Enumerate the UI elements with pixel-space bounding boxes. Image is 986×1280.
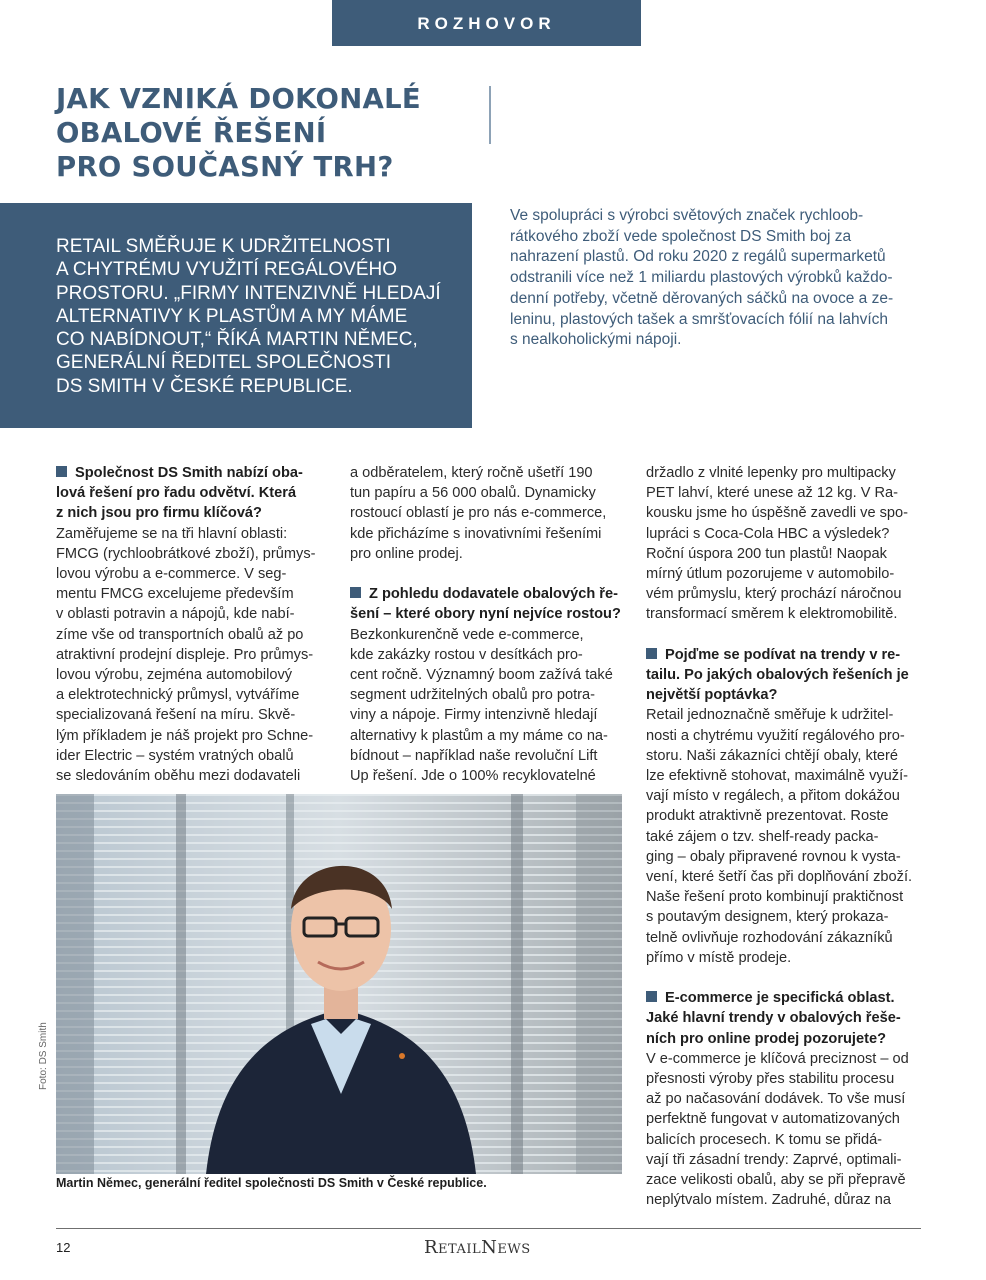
answer-line [56,564,331,584]
answer-line [646,907,921,927]
page-number: 12 [56,1240,71,1255]
line-text: šení – které obory nyní nejvíce rostou? [350,606,621,623]
photo-credit: Foto: DS Smith [38,1022,49,1090]
answer-line [56,625,331,645]
line-text: telně ovlivňuje rozhodování zákazníků [646,929,893,946]
line-text: a odběratelem, který ročně ušetří 190 [350,465,593,481]
photo-caption: Martin Němec, generální ředitel společnosti DS Smith v České republice. [56,1176,487,1190]
answer-line [646,544,921,564]
question-line [56,483,331,503]
line-text: kde přicházíme s inovativními řešeními [350,525,602,542]
magazine-logo: RetailNews [424,1237,531,1258]
answer-line [646,726,921,746]
headline-line: JAK VZNIKÁ DOKONALÉ [56,83,421,115]
line-text: rostoucí oblastí je pro nás e-commerce, [350,505,607,522]
line-text: balicích procesech. K tomu se přidá- [646,1131,883,1148]
headline-line: PRO SOUČASNÝ TRH? [56,151,394,183]
question-line [646,988,921,1008]
answer-line [56,544,331,564]
line-text: tailu. Po jakých obalových řešeních je [646,667,909,684]
lead-line: DS SMITH V ČESKÉ REPUBLICE. [56,375,353,397]
question-line [646,1008,921,1028]
line-text: Zaměřujeme se na tři hlavní oblasti: [56,525,288,542]
answer-line [350,544,625,564]
answer-line [56,665,331,685]
line-text: specializovaná řešení na míru. Skvě- [56,707,296,724]
line-text: kousku jsme ho úspěšně zavedli ve spo- [646,505,909,522]
intro-line: Ve spolupráci s výrobci světových značek rychloob- [510,207,864,224]
answer-line [350,503,625,523]
answer-line [56,705,331,725]
answer-line [56,685,331,705]
article-column-3 [646,463,921,1210]
answer-line [646,948,921,968]
line-text: Naše řešení proto kombinují praktičnost [646,889,904,906]
question-marker-icon [350,587,361,598]
line-text: přesnosti výroby přes stabilitu procesu [646,1071,895,1088]
lead-line: CO NABÍDNOUT,“ ŘÍKÁ MARTIN NĚMEC, [56,329,418,351]
answer-line [350,645,625,665]
line-text: Pojďme se podívat na trendy v re- [665,646,901,663]
section-tag: ROZHOVOR [332,0,641,46]
lead-line: PROSTORU. „FIRMY INTENZIVNĚ HLEDAJÍ [56,282,441,304]
lead-line: RETAIL SMĚŘUJE K UDRŽITELNOSTI [56,236,391,257]
article-column-1 [56,463,331,786]
headline-divider [489,86,491,144]
answer-line [646,766,921,786]
line-text: z nich jsou pro firmu klíčová? [56,505,262,522]
answer-line [646,1089,921,1109]
intro-line: s nealkoholickými nápoji. [510,331,682,349]
line-text: ging – obaly připravené rovnou k vysta- [646,848,901,865]
answer-line [646,604,921,624]
line-text: lze efektivně stohovat, maximálně využí- [646,768,908,785]
answer-line [646,584,921,604]
question-line [646,685,921,705]
answer-line [646,463,921,483]
answer-line [646,1130,921,1150]
answer-line [350,524,625,544]
answer-line [646,524,921,544]
line-text: lým příkladem je náš projekt pro Schne- [56,727,314,744]
line-text: držadlo z vlnité lepenky pro multipacky [646,465,896,481]
paragraph-gap [350,564,625,584]
lead-text [56,235,456,398]
answer-line [350,463,625,483]
question-line [350,604,625,624]
line-text: bídnout – například naše revoluční Lift [350,747,598,764]
answer-line [646,887,921,907]
lead-line: ALTERNATIVY K PLASTŮM A MY MÁME [56,305,408,327]
footer-rule [56,1228,921,1229]
line-text: mentu FMCG excelujeme především [56,586,294,603]
intro-line: rátkového zboží vede společnost DS Smith boj za [510,227,852,245]
paragraph-gap [646,968,921,988]
line-text: lovou výrobu, zejména automobilový [56,667,293,684]
answer-line [646,1190,921,1210]
answer-line [646,564,921,584]
line-text: Společnost DS Smith nabízí oba- [75,465,303,481]
line-text: transformací směrem k elektromobilitě. [646,606,898,623]
answer-line [350,483,625,503]
answer-line [350,746,625,766]
line-text: viny a nápoje. Firmy intenzivně hledají [350,707,598,724]
line-text: lovou výrobu a e-commerce. V seg- [56,566,287,583]
line-text: PET lahví, které unese až 12 kg. V Ra- [646,485,899,502]
line-text: vají místo v regálech, a přitom dokážou [646,788,900,805]
answer-line [646,1109,921,1129]
answer-line [350,625,625,645]
question-line [646,1029,921,1049]
intro-line: denní potřeby, včetně děrovaných sáčků na ovoce a ze- [510,289,894,307]
intro-line: leninu, plastových tašek a smršťovacích fólií na lahvích [510,310,888,328]
line-text: mírný útlum pozorujeme v automobilo- [646,566,895,583]
answer-line [646,1150,921,1170]
line-text: pro online prodej. [350,545,463,562]
line-text: produkt atraktivně prezentovat. Roste [646,808,889,825]
intro-line: odstranili více než 1 miliardu plastových výrobků každo- [510,269,893,287]
line-text: FMCG (rychloobrátkové zboží), průmys- [56,545,316,562]
line-text: lupráci s Coca-Cola HBC a výsledek? [646,525,890,542]
article-column-2 [350,463,625,786]
intro-paragraph [510,206,930,351]
question-line [56,503,331,523]
intro-line: nahrazení plastů. Od roku 2020 z regálů supermarketů [510,248,886,266]
line-text: přímo v místě prodeje. [646,949,792,966]
answer-line [646,705,921,725]
answer-line [350,766,625,786]
question-line [646,665,921,685]
line-text: atraktivní prodejní displeje. Pro průmys- [56,646,314,663]
headline [56,82,486,184]
question-line [350,584,625,604]
portrait-illustration [56,794,622,1174]
answer-line [56,524,331,544]
line-text: Jaké hlavní trendy v obalových řeše- [646,1010,901,1027]
question-line [56,463,331,483]
line-text: Up řešení. Jde o 100% recyklovatelné [350,768,596,785]
answer-line [646,847,921,867]
line-text: se sledováním oběhu mezi dodavateli [56,768,301,785]
line-text: až po načasování dodávek. To vše musí [646,1091,906,1108]
line-text: ních pro online prodej pozorujete? [646,1030,886,1047]
headline-line: OBALOVÉ ŘEŠENÍ [56,117,327,149]
question-marker-icon [646,991,657,1002]
answer-line [350,726,625,746]
line-text: Retail jednoznačně směřuje k udržitel- [646,707,894,724]
answer-line [350,665,625,685]
answer-line [646,1049,921,1069]
question-marker-icon [646,648,657,659]
line-text: V e-commerce je klíčová preciznost – od [646,1050,909,1067]
line-text: v oblasti potravin a nápojů, kde nabí- [56,606,295,623]
question-marker-icon [56,466,67,477]
answer-line [56,645,331,665]
answer-line [646,483,921,503]
answer-line [646,503,921,523]
lead-line: A CHYTRÉMU VYUŽITÍ REGÁLOVÉHO [56,259,397,281]
line-text: s poutavým designem, který prokaza- [646,909,889,926]
answer-line [646,1069,921,1089]
answer-line [646,806,921,826]
line-text: alternativy k plastům a my máme co na- [350,727,608,744]
answer-line [646,786,921,806]
lead-line: GENERÁLNÍ ŘEDITEL SPOLEČNOSTI [56,352,392,374]
line-text: segment udržitelných obalů pro potra- [350,687,595,704]
line-text: lová řešení pro řadu odvětví. Která [56,485,297,502]
line-text: také zájem o tzv. shelf-ready packa- [646,828,879,845]
answer-line [56,746,331,766]
line-text: ider Electric – systém vratných obalů [56,747,294,764]
answer-line [350,685,625,705]
line-text: storu. Naši zákazníci chtějí obaly, které [646,747,898,764]
line-text: neplýtvalo místem. Zadruhé, důraz na [646,1192,891,1209]
line-text: Roční úspora 200 tun plastů! Naopak [646,545,887,562]
line-text: E-commerce je specifická oblast. [665,990,895,1007]
line-text: největší poptávka? [646,687,778,704]
line-text: perfektně fungovat v automatizovaných [646,1111,900,1128]
answer-line [350,705,625,725]
question-line [646,645,921,665]
answer-line [56,766,331,786]
line-text: nosti a chytrému využití regálového pro- [646,727,905,744]
line-text: Bezkonkurenčně vede e-commerce, [350,626,584,643]
portrait-photo [56,794,622,1174]
answer-line [646,867,921,887]
line-text: tun papíru a 56 000 obalů. Dynamicky [350,485,596,502]
line-text: vení, které šetří čas při doplňování zboží. [646,869,913,886]
line-text: cent ročně. Významný boom zažívá také [350,667,613,684]
line-text: kde zakázky rostou v desítkách pro- [350,646,583,663]
line-text: zace velikosti obalů, aby se při přepravě [646,1172,906,1189]
paragraph-gap [646,625,921,645]
line-text: vém průmyslu, který prochází náročnou [646,586,902,603]
answer-line [646,1170,921,1190]
line-text: a elektrotechnický průmysl, vytváříme [56,687,300,704]
answer-line [56,604,331,624]
answer-line [56,726,331,746]
line-text: zíme vše od transportních obalů až po [56,626,304,643]
answer-line [56,584,331,604]
line-text: vají tři zásadní trendy: Zaprvé, optimali- [646,1151,902,1168]
answer-line [646,746,921,766]
answer-line [646,928,921,948]
answer-line [646,827,921,847]
line-text: Z pohledu dodavatele obalových ře- [369,586,618,603]
